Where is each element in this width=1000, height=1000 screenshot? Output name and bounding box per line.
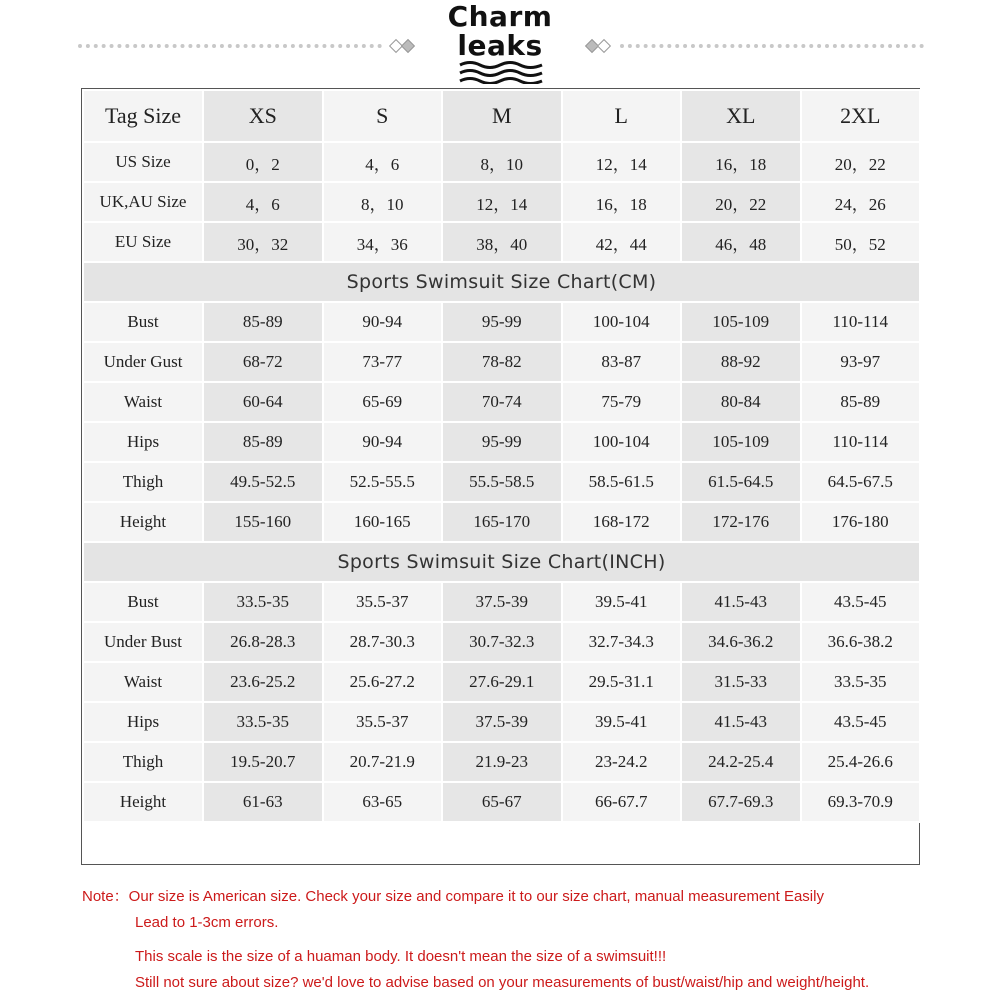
table-cell: 90-94 bbox=[323, 422, 443, 462]
table-cell: 85-89 bbox=[801, 382, 921, 422]
table-cell: 83-87 bbox=[562, 342, 682, 382]
row-label: Waist bbox=[83, 662, 203, 702]
table-row bbox=[83, 782, 920, 822]
table-cell: 29.5-31.1 bbox=[562, 662, 682, 702]
table-cell: 61.5-64.5 bbox=[681, 462, 801, 502]
table-cell: 100-104 bbox=[562, 422, 682, 462]
table-cell: 33.5-35 bbox=[203, 702, 323, 742]
size-table-grid bbox=[82, 89, 921, 823]
table-cell: 46，48 bbox=[681, 222, 801, 262]
table-cell: 21.9-23 bbox=[442, 742, 562, 782]
size-header-cell: XS bbox=[203, 90, 323, 142]
table-cell: 49.5-52.5 bbox=[203, 462, 323, 502]
table-row bbox=[83, 342, 920, 382]
table-cell: 27.6-29.1 bbox=[442, 662, 562, 702]
table-cell: 50，52 bbox=[801, 222, 921, 262]
row-label: UK,AU Size bbox=[83, 182, 203, 222]
decorative-dotted-line-left bbox=[78, 44, 382, 48]
table-cell: 19.5-20.7 bbox=[203, 742, 323, 782]
tag-size-row bbox=[83, 90, 920, 142]
row-label: Under Bust bbox=[83, 622, 203, 662]
section-title: Sports Swimsuit Size Chart(CM) bbox=[83, 262, 920, 302]
section-title: Sports Swimsuit Size Chart(INCH) bbox=[83, 542, 920, 582]
section-header-row bbox=[83, 542, 920, 582]
note-line-3: This scale is the size of a huaman body. It doesn't mean the size of a swimsuit!!! bbox=[135, 948, 667, 965]
table-cell: 176-180 bbox=[801, 502, 921, 542]
table-cell: 110-114 bbox=[801, 422, 921, 462]
table-cell: 172-176 bbox=[681, 502, 801, 542]
table-cell: 37.5-39 bbox=[442, 582, 562, 622]
table-cell: 68-72 bbox=[203, 342, 323, 382]
table-cell: 34，36 bbox=[323, 222, 443, 262]
row-label: Thigh bbox=[83, 742, 203, 782]
table-cell: 38，40 bbox=[442, 222, 562, 262]
table-cell: 20.7-21.9 bbox=[323, 742, 443, 782]
table-row bbox=[83, 422, 920, 462]
table-cell: 39.5-41 bbox=[562, 582, 682, 622]
row-label: Thigh bbox=[83, 462, 203, 502]
brand-line-1: Charm bbox=[447, 0, 553, 33]
table-cell: 88-92 bbox=[681, 342, 801, 382]
table-cell: 60-64 bbox=[203, 382, 323, 422]
table-cell: 36.6-38.2 bbox=[801, 622, 921, 662]
table-cell: 28.7-30.3 bbox=[323, 622, 443, 662]
diamond-ornament-right bbox=[585, 39, 615, 53]
table-cell: 64.5-67.5 bbox=[801, 462, 921, 502]
table-cell: 4，6 bbox=[323, 142, 443, 182]
table-cell: 160-165 bbox=[323, 502, 443, 542]
row-label: EU Size bbox=[83, 222, 203, 262]
table-row bbox=[83, 502, 920, 542]
decorative-dotted-line-right bbox=[620, 44, 924, 48]
table-row bbox=[83, 662, 920, 702]
table-cell: 165-170 bbox=[442, 502, 562, 542]
row-label: Bust bbox=[83, 302, 203, 342]
table-cell: 25.6-27.2 bbox=[323, 662, 443, 702]
table-cell: 8，10 bbox=[442, 142, 562, 182]
table-row bbox=[83, 142, 920, 182]
table-cell: 90-94 bbox=[323, 302, 443, 342]
table-cell: 105-109 bbox=[681, 302, 801, 342]
row-label: US Size bbox=[83, 142, 203, 182]
row-label: Under Gust bbox=[83, 342, 203, 382]
note-line-2: Lead to 1-3cm errors. bbox=[135, 914, 279, 931]
table-cell: 43.5-45 bbox=[801, 582, 921, 622]
table-row bbox=[83, 382, 920, 422]
table-cell: 73-77 bbox=[323, 342, 443, 382]
waves-icon bbox=[458, 60, 544, 84]
size-header-cell: XL bbox=[681, 90, 801, 142]
table-cell: 16，18 bbox=[681, 142, 801, 182]
table-row bbox=[83, 222, 920, 262]
size-header-cell: S bbox=[323, 90, 443, 142]
table-cell: 55.5-58.5 bbox=[442, 462, 562, 502]
table-cell: 31.5-33 bbox=[681, 662, 801, 702]
table-cell: 35.5-37 bbox=[323, 582, 443, 622]
table-cell: 70-74 bbox=[442, 382, 562, 422]
table-cell: 39.5-41 bbox=[562, 702, 682, 742]
table-row bbox=[83, 702, 920, 742]
table-cell: 32.7-34.3 bbox=[562, 622, 682, 662]
table-cell: 69.3-70.9 bbox=[801, 782, 921, 822]
row-label: Bust bbox=[83, 582, 203, 622]
notes bbox=[82, 884, 982, 996]
table-cell: 58.5-61.5 bbox=[562, 462, 682, 502]
table-cell: 24，26 bbox=[801, 182, 921, 222]
table-cell: 30.7-32.3 bbox=[442, 622, 562, 662]
size-header-cell: L bbox=[562, 90, 682, 142]
table-cell: 33.5-35 bbox=[801, 662, 921, 702]
row-label: Height bbox=[83, 782, 203, 822]
table-cell: 78-82 bbox=[442, 342, 562, 382]
table-cell: 8，10 bbox=[323, 182, 443, 222]
table-cell: 168-172 bbox=[562, 502, 682, 542]
table-cell: 93-97 bbox=[801, 342, 921, 382]
table-cell: 65-69 bbox=[323, 382, 443, 422]
size-chart-table bbox=[81, 88, 920, 865]
table-cell: 35.5-37 bbox=[323, 702, 443, 742]
note-line-1: Note：Our size is American size. Check your size and compare it to our size chart, manual measurement Easily bbox=[82, 888, 824, 905]
table-row bbox=[83, 302, 920, 342]
table-cell: 24.2-25.4 bbox=[681, 742, 801, 782]
table-cell: 41.5-43 bbox=[681, 702, 801, 742]
brand-logo bbox=[420, 0, 580, 88]
table-cell: 25.4-26.6 bbox=[801, 742, 921, 782]
table-cell: 85-89 bbox=[203, 422, 323, 462]
table-cell: 0，2 bbox=[203, 142, 323, 182]
table-cell: 65-67 bbox=[442, 782, 562, 822]
table-row bbox=[83, 742, 920, 782]
table-cell: 20，22 bbox=[801, 142, 921, 182]
table-cell: 23.6-25.2 bbox=[203, 662, 323, 702]
table-cell: 41.5-43 bbox=[681, 582, 801, 622]
table-cell: 37.5-39 bbox=[442, 702, 562, 742]
table-cell: 75-79 bbox=[562, 382, 682, 422]
table-cell: 95-99 bbox=[442, 422, 562, 462]
table-cell: 33.5-35 bbox=[203, 582, 323, 622]
table-cell: 12，14 bbox=[562, 142, 682, 182]
table-cell: 80-84 bbox=[681, 382, 801, 422]
table-cell: 16，18 bbox=[562, 182, 682, 222]
brand-line-2: leaks bbox=[457, 29, 543, 62]
table-cell: 34.6-36.2 bbox=[681, 622, 801, 662]
table-cell: 52.5-55.5 bbox=[323, 462, 443, 502]
table-row bbox=[83, 622, 920, 662]
table-cell: 85-89 bbox=[203, 302, 323, 342]
table-cell: 63-65 bbox=[323, 782, 443, 822]
table-row bbox=[83, 182, 920, 222]
table-cell: 67.7-69.3 bbox=[681, 782, 801, 822]
row-label: Hips bbox=[83, 702, 203, 742]
table-cell: 155-160 bbox=[203, 502, 323, 542]
table-cell: 12，14 bbox=[442, 182, 562, 222]
table-cell: 66-67.7 bbox=[562, 782, 682, 822]
table-row bbox=[83, 462, 920, 502]
table-cell: 110-114 bbox=[801, 302, 921, 342]
table-cell: 95-99 bbox=[442, 302, 562, 342]
table-cell: 42，44 bbox=[562, 222, 682, 262]
note-line-4: Still not sure about size? we'd love to advise based on your measurements of bust/waist/hip and weight/height. bbox=[135, 974, 870, 991]
header bbox=[0, 0, 1000, 88]
table-cell: 4，6 bbox=[203, 182, 323, 222]
row-label: Height bbox=[83, 502, 203, 542]
table-cell: 105-109 bbox=[681, 422, 801, 462]
section-header-row bbox=[83, 262, 920, 302]
size-header-cell: M bbox=[442, 90, 562, 142]
diamond-ornament-left bbox=[389, 39, 419, 53]
table-row bbox=[83, 582, 920, 622]
size-header-cell: 2XL bbox=[801, 90, 921, 142]
table-cell: 43.5-45 bbox=[801, 702, 921, 742]
table-cell: 30，32 bbox=[203, 222, 323, 262]
row-label: Waist bbox=[83, 382, 203, 422]
table-cell: 100-104 bbox=[562, 302, 682, 342]
table-cell: 61-63 bbox=[203, 782, 323, 822]
table-cell: 23-24.2 bbox=[562, 742, 682, 782]
row-label: Hips bbox=[83, 422, 203, 462]
table-cell: 26.8-28.3 bbox=[203, 622, 323, 662]
row-label: Tag Size bbox=[83, 90, 203, 142]
table-cell: 20，22 bbox=[681, 182, 801, 222]
